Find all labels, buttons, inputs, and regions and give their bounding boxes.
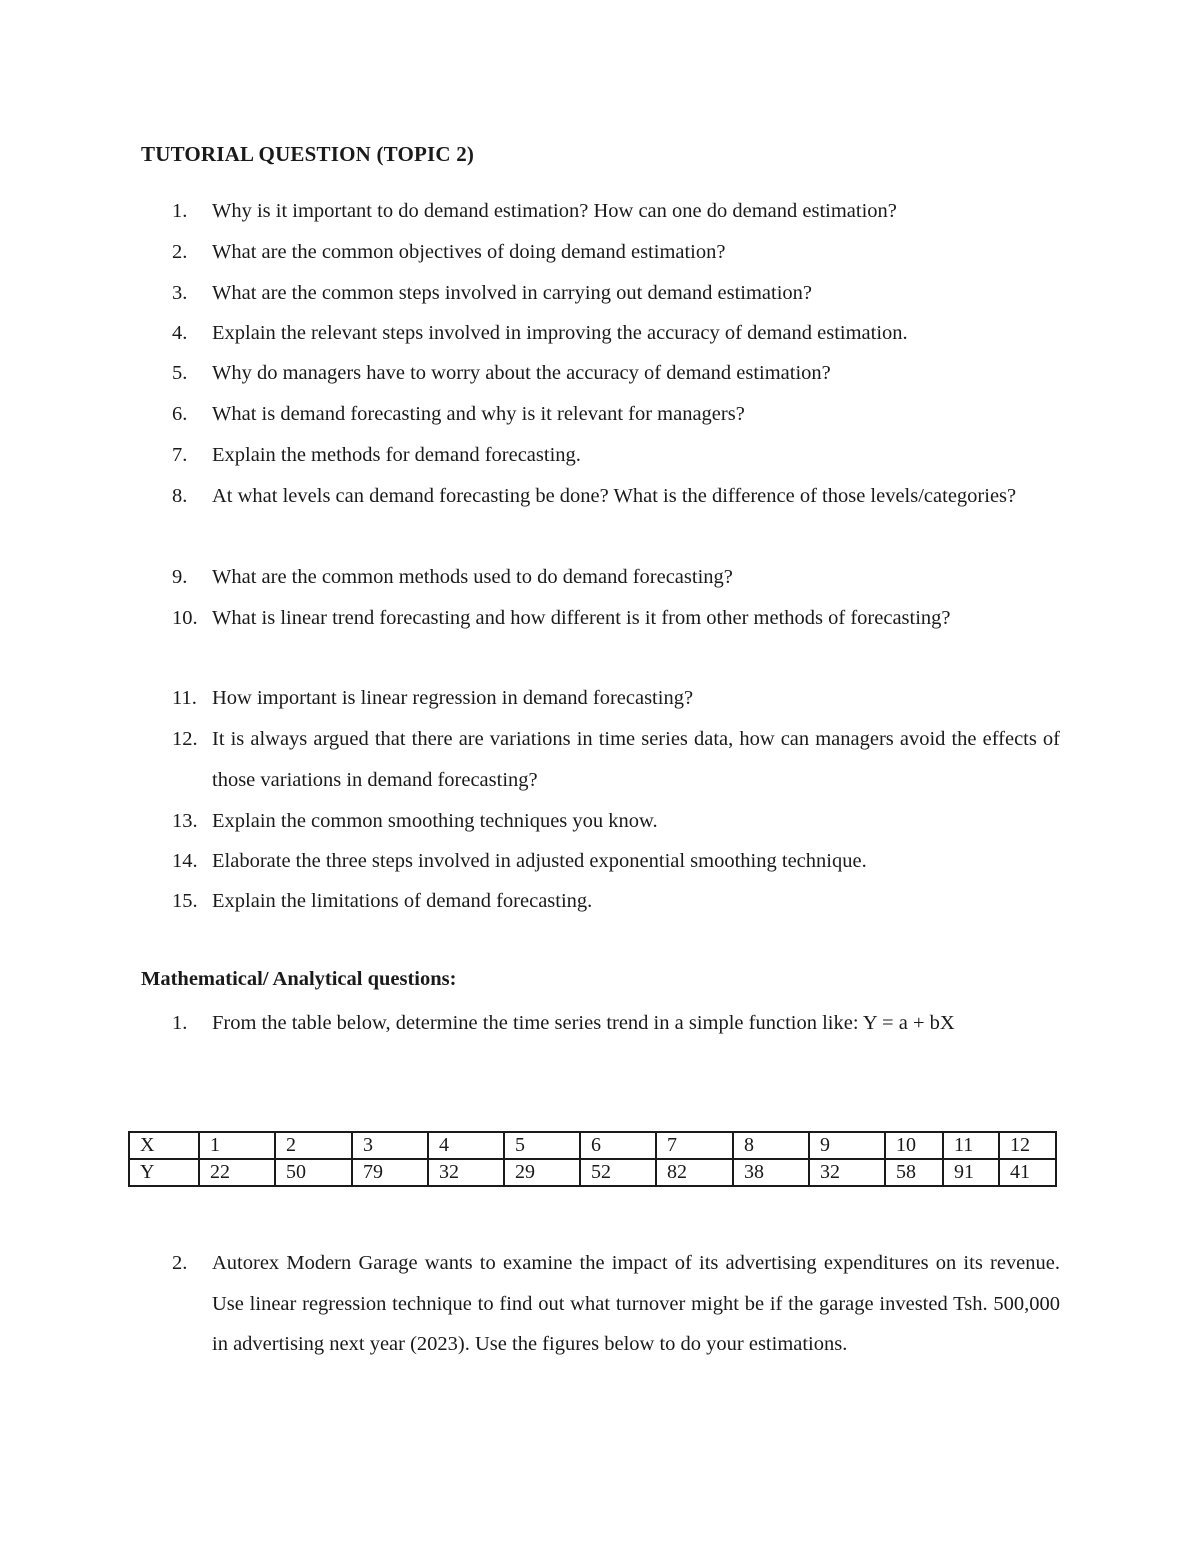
item-number: 5. [172, 362, 188, 384]
item-number: 1. [172, 200, 188, 222]
table-cell: 29 [504, 1159, 580, 1186]
row-label: Y [129, 1159, 199, 1186]
list-item [172, 353, 1060, 394]
list-item [172, 394, 1060, 435]
table-cell: 52 [580, 1159, 656, 1186]
item-number: 2. [172, 241, 188, 263]
list-item [172, 557, 1060, 598]
list-item [172, 273, 1060, 314]
list-item [172, 801, 1060, 842]
list-item [172, 598, 1060, 639]
item-text: Why do managers have to worry about the accuracy of demand estimation? [212, 362, 831, 384]
table-cell: 5 [504, 1132, 580, 1159]
table-row-x [129, 1132, 1056, 1159]
item-text: What is demand forecasting and why is it relevant for managers? [212, 403, 745, 425]
list-item [172, 313, 1060, 354]
list-item [172, 841, 1060, 882]
table-cell: 1 [199, 1132, 275, 1159]
item-number: 14. [172, 850, 198, 872]
row-label: X [129, 1132, 199, 1159]
item-text: Explain the methods for demand forecasting. [212, 444, 581, 466]
table-cell: 58 [885, 1159, 943, 1186]
item-number: 1. [172, 1012, 188, 1034]
list-item [172, 232, 1060, 273]
item-text: At what levels can demand forecasting be done? What is the difference of those levels/categories? [212, 485, 1017, 507]
list-item [172, 435, 1060, 476]
list-item [172, 881, 1060, 922]
table-cell: 6 [580, 1132, 656, 1159]
item-text: What are the common steps involved in carrying out demand estimation? [212, 282, 813, 304]
table-cell: 12 [999, 1132, 1056, 1159]
item-text: What are the common objectives of doing demand estimation? [212, 241, 726, 263]
table-cell: 38 [733, 1159, 809, 1186]
table-cell: 79 [352, 1159, 428, 1186]
item-text: Explain the common smoothing techniques you know. [212, 810, 658, 832]
item-text: It is always argued that there are variations in time series data, how can managers avoid the effects of those variations in demand forecasting? [212, 728, 1060, 791]
item-number: 12. [172, 728, 198, 750]
table-cell: 41 [999, 1159, 1056, 1186]
item-text: Explain the relevant steps involved in improving the accuracy of demand estimation. [212, 322, 908, 344]
table-cell: 82 [656, 1159, 733, 1186]
item-text: Explain the limitations of demand forecasting. [212, 890, 593, 912]
table-cell: 32 [428, 1159, 504, 1186]
table-cell: 22 [199, 1159, 275, 1186]
item-number: 2. [172, 1252, 188, 1274]
item-number: 3. [172, 282, 188, 304]
table-cell: 8 [733, 1132, 809, 1159]
list-item [172, 191, 1060, 232]
table-cell: 4 [428, 1132, 504, 1159]
math-question [172, 1003, 1060, 1044]
item-text: How important is linear regression in demand forecasting? [212, 687, 694, 709]
item-number: 9. [172, 566, 188, 588]
table-cell: 50 [275, 1159, 352, 1186]
item-number: 8. [172, 485, 188, 507]
item-number: 10. [172, 607, 198, 629]
table-cell: 91 [943, 1159, 999, 1186]
list-item [172, 476, 1060, 517]
item-number: 11. [172, 687, 197, 709]
list-item [172, 678, 1060, 719]
item-number: 4. [172, 322, 188, 344]
page-title: TUTORIAL QUESTION (TOPIC 2) [141, 142, 475, 166]
item-text: What are the common methods used to do demand forecasting? [212, 566, 733, 588]
list-item [172, 719, 1060, 800]
item-text: Elaborate the three steps involved in adjusted exponential smoothing technique. [212, 850, 867, 872]
item-number: 6. [172, 403, 188, 425]
data-table [128, 1131, 1057, 1187]
item-text: What is linear trend forecasting and how different is it from other methods of forecasting? [212, 607, 951, 629]
table-cell: 3 [352, 1132, 428, 1159]
table-cell: 9 [809, 1132, 885, 1159]
item-text: Autorex Modern Garage wants to examine the impact of its advertising expenditures on its revenue. Use linear regression technique to find out what turnover might be if the garage invested Tsh. 500,000 in advertising next year (2023). Use the figures below to do your estimations. [212, 1252, 1060, 1355]
section-heading: Mathematical/ Analytical questions: [141, 968, 457, 990]
item-number: 15. [172, 890, 198, 912]
item-text: Why is it important to do demand estimation? How can one do demand estimation? [212, 200, 897, 222]
item-number: 7. [172, 444, 188, 466]
table-cell: 2 [275, 1132, 352, 1159]
table-row-y [129, 1159, 1056, 1186]
math-question [172, 1243, 1060, 1365]
table-cell: 7 [656, 1132, 733, 1159]
table-cell: 32 [809, 1159, 885, 1186]
item-text: From the table below, determine the time series trend in a simple function like: Y = a + bX [212, 1012, 955, 1034]
table-cell: 11 [943, 1132, 999, 1159]
item-number: 13. [172, 810, 198, 832]
table-cell: 10 [885, 1132, 943, 1159]
